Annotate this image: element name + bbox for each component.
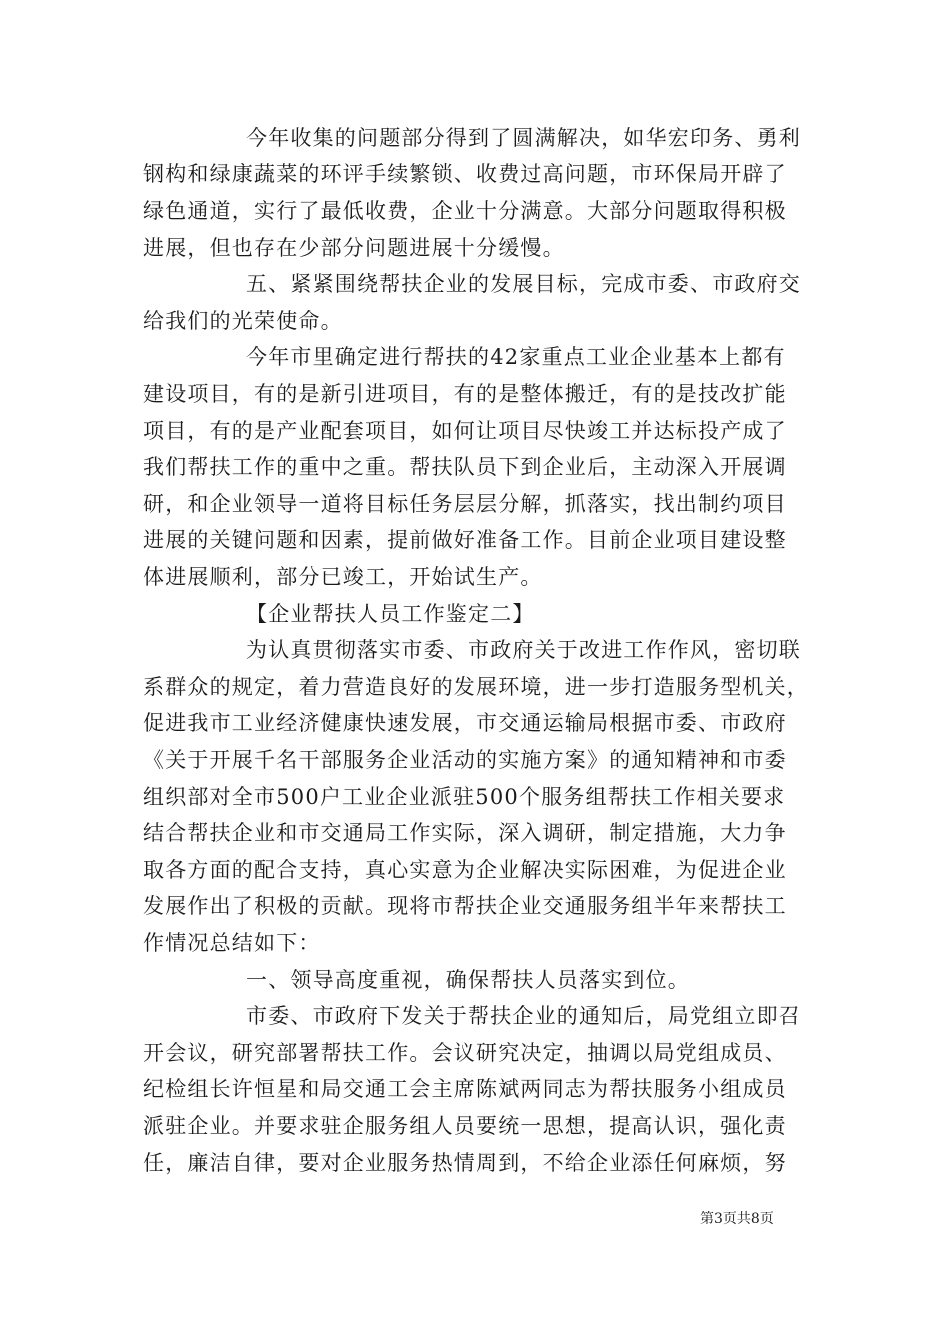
paragraph-line: 体进展顺利，部分已竣工，开始试生产。 xyxy=(143,565,543,589)
paragraph-line: 取各方面的配合支持，真心实意为企业解决实际困难，为促进企业 xyxy=(143,858,787,882)
page-number: 第3页共8页 xyxy=(700,1211,774,1227)
paragraph-line: 《关于开展千名干部服务企业活动的实施方案》的通知精神和市委 xyxy=(143,748,787,772)
paragraph-line: 项目，有的是产业配套项目，如何让项目尽快竣工并达标投产成了 xyxy=(143,419,787,443)
paragraph-line: 系群众的规定，着力营造良好的发展环境，进一步打造服务型机关， xyxy=(143,675,809,699)
subtitle-heading: 【企业帮扶人员工作鉴定二】 xyxy=(246,602,535,626)
paragraph-line: 派驻企业。并要求驻企服务组人员要统一思想，提高认识，强化责 xyxy=(143,1114,787,1138)
paragraph-line: 纪检组长许恒星和局交通工会主席陈斌两同志为帮扶服务小组成员 xyxy=(143,1077,787,1101)
paragraph-line: 研，和企业领导一道将目标任务层层分解，抓落实，找出制约项目 xyxy=(143,492,787,516)
paragraph-line: 今年市里确定进行帮扶的42家重点工业企业基本上都有 xyxy=(246,345,786,369)
paragraph-line: 钢构和绿康蔬菜的环评手续繁锁、收费过高问题，市环保局开辟了 xyxy=(143,162,787,186)
paragraph-line: 市委、市政府下发关于帮扶企业的通知后，局党组立即召 xyxy=(246,1004,801,1028)
paragraph-line: 我们帮扶工作的重中之重。帮扶队员下到企业后，主动深入开展调 xyxy=(143,455,787,479)
paragraph-line: 促进我市工业经济健康快速发展，市交通运输局根据市委、市政府 xyxy=(143,711,787,735)
section-heading: 给我们的光荣使命。 xyxy=(143,309,343,333)
paragraph-line: 绿色通道，实行了最低收费，企业十分满意。大部分问题取得积极 xyxy=(143,199,787,223)
paragraph-line: 任，廉洁自律，要对企业服务热情周到，不给企业添任何麻烦，努 xyxy=(143,1151,787,1175)
paragraph-line: 发展作出了积极的贡献。现将市帮扶企业交通服务组半年来帮扶工 xyxy=(143,894,787,918)
paragraph-line: 为认真贯彻落实市委、市政府关于改进工作作风，密切联 xyxy=(246,638,801,662)
section-heading: 五、紧紧围绕帮扶企业的发展目标，完成市委、市政府交 xyxy=(246,272,801,296)
paragraph-line: 作情况总结如下： xyxy=(143,931,321,955)
paragraph-line: 今年收集的问题部分得到了圆满解决，如华宏印务、勇利 xyxy=(246,126,801,150)
paragraph-line: 开会议，研究部署帮扶工作。会议研究决定，抽调以局党组成员、 xyxy=(143,1041,787,1065)
paragraph-line: 组织部对全市500户工业企业派驻500个服务组帮扶工作相关要求 xyxy=(143,785,786,809)
paragraph-line: 进展的关键问题和因素，提前做好准备工作。目前企业项目建设整 xyxy=(143,528,787,552)
section-heading: 一、领导高度重视，确保帮扶人员落实到位。 xyxy=(246,968,690,992)
paragraph-line: 进展，但也存在少部分问题进展十分缓慢。 xyxy=(143,236,565,260)
paragraph-line: 结合帮扶企业和市交通局工作实际，深入调研，制定措施，大力争 xyxy=(143,821,787,845)
paragraph-line: 建设项目，有的是新引进项目，有的是整体搬迁，有的是技改扩能 xyxy=(143,382,787,406)
